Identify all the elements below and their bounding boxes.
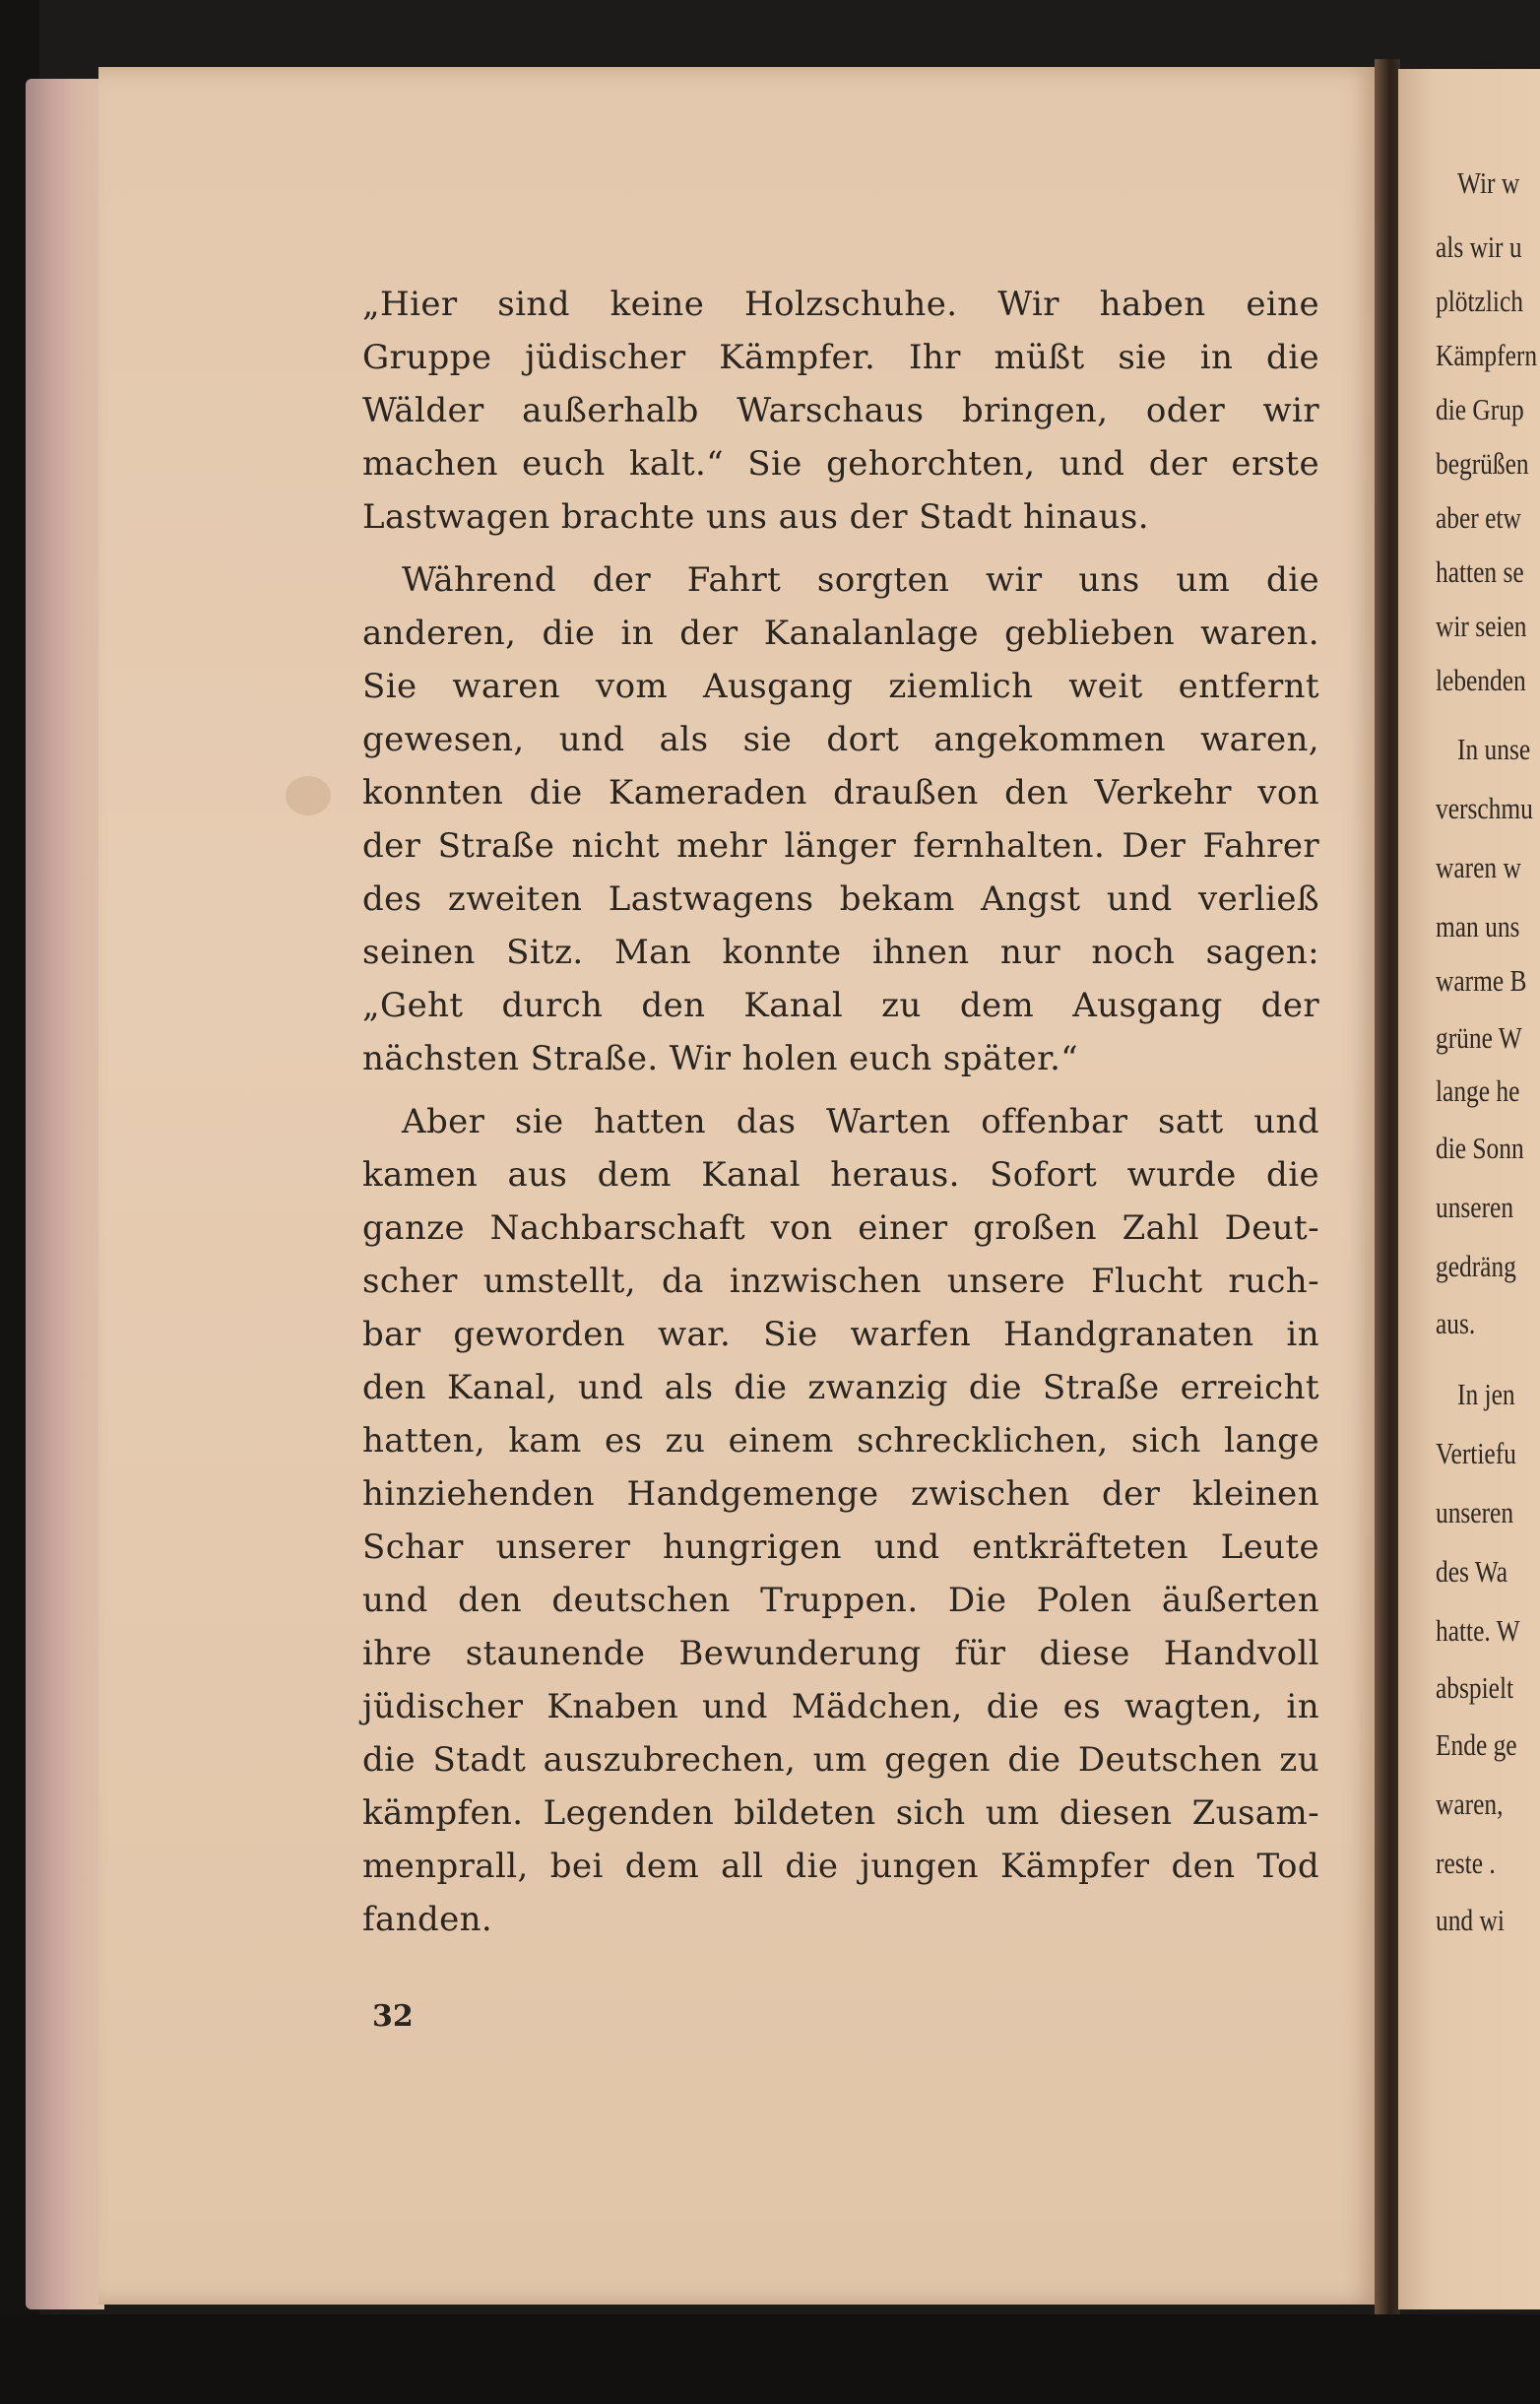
adjacent-page-line: verschmu xyxy=(1436,791,1533,825)
page-text xyxy=(362,278,1319,1946)
text-line: der Straße nicht mehr länger fernhalten. Der Fahrer xyxy=(362,826,1319,866)
text-line: kamen aus dem Kanal heraus. Sofort wurde die xyxy=(362,1155,1319,1195)
page-edges xyxy=(26,79,104,2309)
adjacent-page-line: Kämpfern xyxy=(1436,338,1538,372)
adjacent-page-line: Vertiefu xyxy=(1436,1436,1516,1470)
text-line: bar geworden war. Sie warfen Handgranaten in xyxy=(362,1315,1319,1354)
text-line: „Geht durch den Kanal zu dem Ausgang der xyxy=(362,986,1319,1025)
text-line: fanden. xyxy=(362,1900,493,1939)
adjacent-page-line: aus. xyxy=(1436,1306,1476,1340)
adjacent-page-line: hatten se xyxy=(1436,554,1524,589)
adjacent-page-line: Wir w xyxy=(1457,165,1520,200)
text-line: hatten, kam es zu einem schrecklichen, sich lange xyxy=(362,1421,1319,1461)
paragraph xyxy=(362,553,1319,1085)
text-line: menprall, bei dem all die jungen Kämpfer den Tod xyxy=(362,1847,1319,1886)
text-line: scher umstellt, da inzwischen unsere Flucht ruch- xyxy=(362,1262,1319,1301)
adjacent-page-line: In unse xyxy=(1457,732,1531,766)
adjacent-page-line: Ende ge xyxy=(1436,1727,1517,1762)
text-line: ihre staunende Bewunderung für diese Handvoll xyxy=(362,1634,1319,1673)
adjacent-page-line: und wi xyxy=(1436,1903,1505,1937)
text-line: Aber sie hatten das Warten offenbar satt und xyxy=(402,1102,1319,1141)
adjacent-page-line: des Wa xyxy=(1436,1554,1508,1589)
text-line: „Hier sind keine Holzschuhe. Wir haben eine xyxy=(362,285,1319,324)
backdrop-bottom xyxy=(0,2314,1540,2404)
adjacent-page-line: waren, xyxy=(1436,1787,1504,1821)
adjacent-page-line: die Sonn xyxy=(1436,1131,1524,1165)
text-line: hinziehenden Handgemenge zwischen der kleinen xyxy=(362,1474,1319,1514)
adjacent-page-line: man uns xyxy=(1436,909,1520,943)
adjacent-page-line: unseren xyxy=(1436,1495,1514,1529)
adjacent-page xyxy=(1398,69,1540,2309)
adjacent-page-line: die Grup xyxy=(1436,392,1524,426)
adjacent-page-line: grüne W xyxy=(1436,1020,1522,1055)
paper-stain xyxy=(286,776,331,815)
adjacent-page-line: reste . xyxy=(1436,1846,1496,1880)
adjacent-page-line: als wir u xyxy=(1436,229,1522,264)
adjacent-page-line: lange he xyxy=(1436,1073,1520,1108)
text-line: und den deutschen Truppen. Die Polen äußerten xyxy=(362,1581,1319,1620)
text-line: nächsten Straße. Wir holen euch später.“ xyxy=(362,1039,1079,1078)
text-line: Sie waren vom Ausgang ziemlich weit entfernt xyxy=(362,667,1319,706)
adjacent-page-line: aber etw xyxy=(1436,500,1521,535)
adjacent-page-line: unseren xyxy=(1436,1190,1514,1224)
text-line: machen euch kalt.“ Sie gehorchten, und der erste xyxy=(362,444,1319,484)
text-line: Gruppe jüdischer Kämpfer. Ihr müßt sie in die xyxy=(362,338,1319,377)
adjacent-page-line: warme B xyxy=(1436,963,1527,998)
text-line: Wälder außerhalb Warschaus bringen, oder wir xyxy=(362,391,1319,430)
text-line: die Stadt auszubrechen, um gegen die Deutschen zu xyxy=(362,1740,1319,1780)
adjacent-page-line: plötzlich xyxy=(1436,284,1523,318)
adjacent-page-line: begrüßen xyxy=(1436,446,1529,481)
text-line: Schar unserer hungrigen und entkräfteten Leute xyxy=(362,1527,1319,1567)
adjacent-page-line: wir seien xyxy=(1436,609,1527,643)
paragraph xyxy=(362,278,1319,544)
text-line: konnten die Kameraden draußen den Verkehr von xyxy=(362,773,1319,812)
paragraph xyxy=(362,1095,1319,1946)
text-line: anderen, die in der Kanalanlage geblieben waren. xyxy=(362,614,1319,653)
text-line: seinen Sitz. Man konnte ihnen nur noch sagen: xyxy=(362,933,1319,972)
adjacent-page-line: lebenden xyxy=(1436,663,1526,697)
text-line: gewesen, und als sie dort angekommen waren, xyxy=(362,720,1319,759)
adjacent-page-line: gedräng xyxy=(1436,1249,1516,1283)
adjacent-page-line: hatte. W xyxy=(1436,1613,1520,1648)
adjacent-page-line: abspielt xyxy=(1436,1670,1514,1705)
text-line: ganze Nachbarschaft von einer großen Zahl Deut- xyxy=(362,1208,1319,1248)
adjacent-page-line: In jen xyxy=(1457,1377,1515,1411)
text-line: Lastwagen brachte uns aus der Stadt hinaus. xyxy=(362,497,1149,537)
adjacent-page-line: waren w xyxy=(1436,850,1521,884)
page-number: 32 xyxy=(372,1999,414,2034)
text-line: kämpfen. Legenden bildeten sich um diesen Zusam- xyxy=(362,1793,1319,1833)
text-line: den Kanal, und als die zwanzig die Straße erreicht xyxy=(362,1368,1319,1407)
text-line: des zweiten Lastwagens bekam Angst und verließ xyxy=(362,879,1319,919)
text-line: Während der Fahrt sorgten wir uns um die xyxy=(402,560,1319,600)
book-gutter xyxy=(1375,59,1400,2314)
text-line: jüdischer Knaben und Mädchen, die es wagten, in xyxy=(362,1687,1319,1726)
